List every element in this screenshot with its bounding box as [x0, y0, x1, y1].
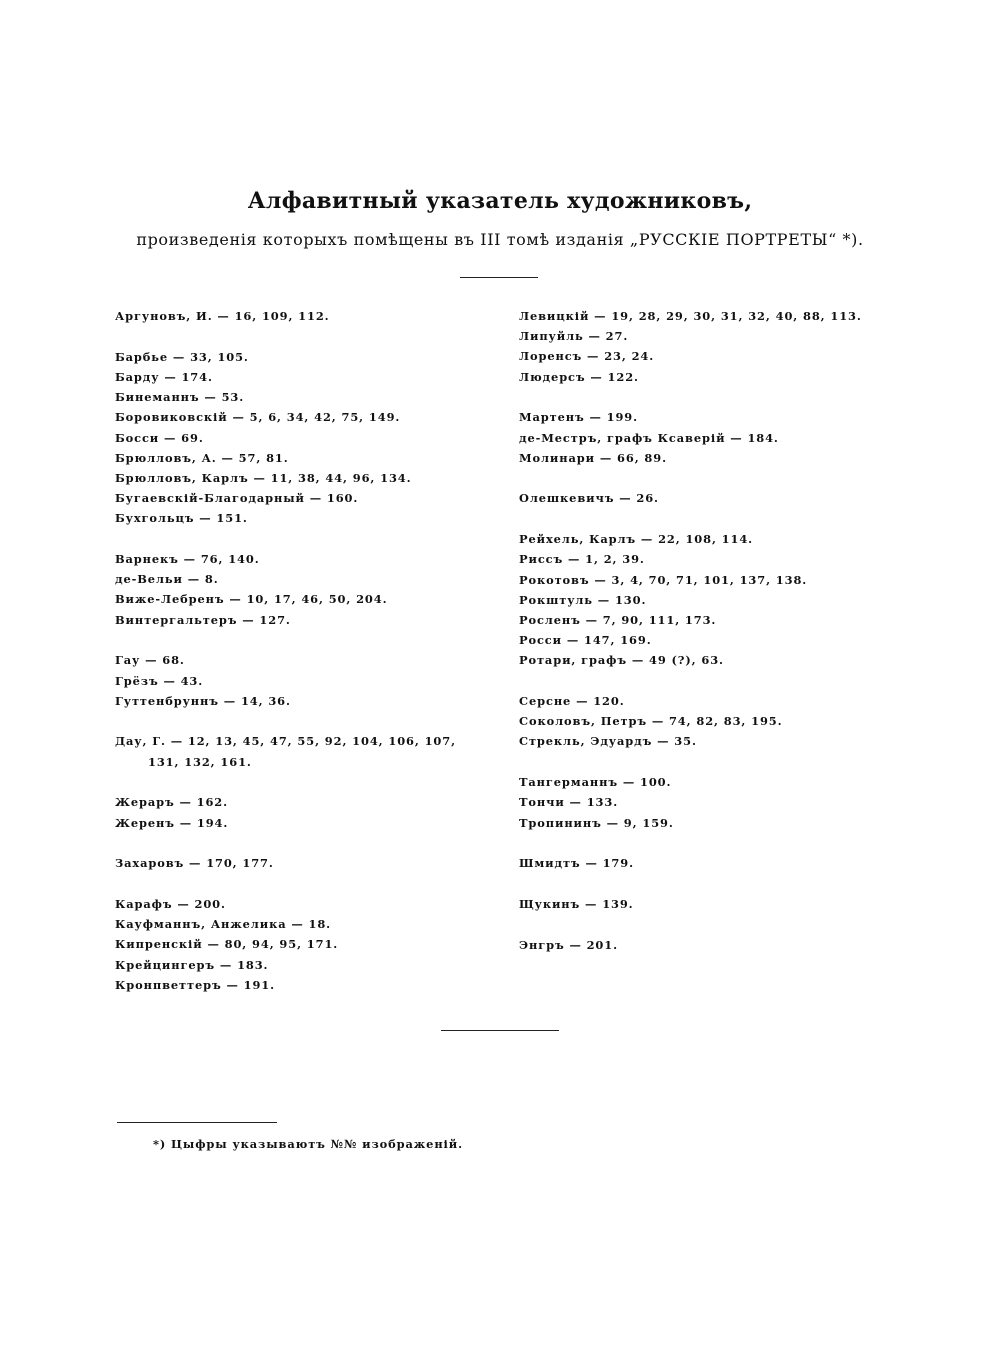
index-entry-text: Рокотовъ — 3, 4, 70, 71, 101, 137, 138.: [519, 572, 808, 587]
index-letter-group: [519, 772, 909, 833]
index-entry: [519, 731, 909, 751]
index-entry-text: Людерсъ — 122.: [519, 369, 639, 384]
index-entry: [519, 792, 909, 812]
section-end-divider: [441, 1030, 559, 1031]
index-entry: [115, 853, 495, 873]
index-entry-text: де-Местръ, графъ Ксаверій — 184.: [519, 430, 779, 445]
index-entry: [115, 934, 495, 954]
index-entry-text: Шмидтъ — 179.: [519, 856, 634, 871]
index-entry-text: Жераръ — 162.: [115, 795, 229, 810]
index-letter-group: [115, 894, 495, 995]
index-entry-text: Гау — 68.: [115, 653, 185, 668]
index-entry-text: Брюлловъ, Карлъ — 11, 38, 44, 96, 134.: [115, 470, 412, 485]
index-entry-text: Кронпветтеръ — 191.: [115, 977, 275, 992]
index-entry-text: Аргуновъ, И. — 16, 109, 112.: [115, 309, 330, 323]
index-entry: [115, 367, 495, 387]
index-letter-group: [519, 691, 909, 752]
index-entry: [519, 549, 909, 569]
index-letter-group: [115, 853, 495, 873]
index-letter-group: [115, 731, 495, 771]
index-letter-group: [519, 935, 909, 955]
index-entry: [519, 570, 909, 590]
footnote: *) Цыфры указываютъ №№ изображеній.: [153, 1137, 463, 1151]
index-entry-text: Мартенъ — 199.: [519, 410, 638, 425]
index-letter-group: [519, 894, 909, 914]
index-entry-text: Боровиковскій — 5, 6, 34, 42, 75, 149.: [115, 410, 401, 425]
index-entry: [519, 529, 909, 549]
page-title: Алфавитный указатель художниковъ,: [247, 188, 753, 214]
index-entry: [519, 488, 909, 508]
index-entry: [115, 813, 495, 833]
index-entry-text: Соколовъ, Петръ — 74, 82, 83, 195.: [519, 714, 783, 729]
index-entry: [519, 813, 909, 833]
index-letter-group: [519, 853, 909, 873]
index-entry: [115, 610, 495, 630]
index-entry: [115, 448, 495, 468]
index-entry: [115, 955, 495, 975]
index-entry: [519, 590, 909, 610]
index-entry-text: Левицкій — 19, 28, 29, 30, 31, 32, 40, 88, 113.: [519, 309, 862, 323]
index-entry: [115, 306, 495, 326]
index-letter-group: [519, 306, 909, 387]
index-entry-text: Тропининъ — 9, 159.: [519, 815, 674, 830]
index-entry: [115, 691, 495, 711]
index-entry: [115, 508, 495, 528]
index-entry: [519, 691, 909, 711]
index-entry-text: Липуйль — 27.: [519, 329, 629, 344]
index-entry-text: Олешкевичъ — 26.: [519, 491, 659, 506]
index-entry: [115, 428, 495, 448]
index-entry: [115, 731, 495, 771]
index-column-left: [115, 306, 495, 1015]
index-entry: [519, 306, 909, 326]
index-letter-group: [115, 549, 495, 630]
index-column-right: [519, 306, 909, 975]
index-entry-text: Тангерманнъ — 100.: [519, 775, 672, 790]
index-entry: [115, 387, 495, 407]
index-entry-text: Жеренъ — 194.: [115, 815, 229, 830]
index-entry: [115, 407, 495, 427]
index-entry: [115, 671, 495, 691]
index-entry-text: Барбье — 33, 105.: [115, 349, 249, 364]
index-entry-text: Винтергальтеръ — 127.: [115, 612, 291, 627]
index-entry-text: Росленъ — 7, 90, 111, 173.: [519, 612, 717, 627]
index-entry-text: Бухгольцъ — 151.: [115, 511, 248, 526]
index-entry: [115, 468, 495, 488]
index-entry: [519, 407, 909, 427]
index-entry: [115, 549, 495, 569]
index-entry-text: Бугаевскій-Благодарный — 160.: [115, 491, 359, 506]
index-entry-text: Кипренскій — 80, 94, 95, 171.: [115, 937, 339, 952]
index-entry: [519, 367, 909, 387]
index-entry-text: Барду — 174.: [115, 369, 213, 384]
index-entry-text: Босси — 69.: [115, 430, 204, 445]
index-entry: [519, 650, 909, 670]
index-entry-text: Щукинъ — 139.: [519, 896, 634, 911]
index-entry-text: Лоренсъ — 23, 24.: [519, 349, 655, 364]
index-entry-text: Серсне — 120.: [519, 694, 625, 709]
index-entry: [519, 711, 909, 731]
index-letter-group: [519, 529, 909, 670]
index-letter-group: [115, 306, 495, 326]
index-entry: [115, 569, 495, 589]
index-entry-text: Варнекъ — 76, 140.: [115, 552, 260, 567]
index-entry-text: Тончи — 133.: [519, 795, 619, 810]
index-entry-text: Энгръ — 201.: [519, 937, 618, 952]
index-entry: [519, 772, 909, 792]
index-entry-text: Молинари — 66, 89.: [519, 450, 667, 465]
index-entry: [115, 589, 495, 609]
index-entry: [519, 630, 909, 650]
index-entry-text: Росси — 147, 169.: [519, 633, 652, 648]
index-entry-continuation: 131, 132, 161.: [148, 754, 252, 769]
index-entry: [519, 853, 909, 873]
title-divider: [460, 277, 538, 278]
page-subtitle: произведенія которыхъ помѣщены въ III томѣ изданія „РУССКІЕ ПОРТРЕТЫ“ *).: [136, 230, 864, 249]
index-entry-text: Рейхель, Карлъ — 22, 108, 114.: [519, 532, 754, 547]
index-entry: [519, 346, 909, 366]
index-entry-text: Гуттенбруннъ — 14, 36.: [115, 693, 291, 708]
index-entry-text: Захаровъ — 170, 177.: [115, 856, 274, 871]
footnote-divider: [117, 1122, 277, 1123]
index-entry: [115, 792, 495, 812]
index-entry-text: Бинеманнъ — 53.: [115, 390, 245, 405]
index-letter-group: [115, 792, 495, 832]
index-entry-text: Крейцингеръ — 183.: [115, 957, 269, 972]
index-letter-group: [115, 650, 495, 711]
index-entry: [519, 935, 909, 955]
index-entry-text: Стрекль, Эдуардъ — 35.: [519, 734, 697, 749]
index-entry: [115, 488, 495, 508]
index-entry-text: Дау, Г. — 12, 13, 45, 47, 55, 92, 104, 106, 107,: [115, 734, 456, 749]
index-entry: [519, 428, 909, 448]
index-letter-group: [519, 407, 909, 468]
index-entry: [519, 448, 909, 468]
index-entry: [115, 894, 495, 914]
index-entry-text: Карафъ — 200.: [115, 896, 226, 911]
index-letter-group: [519, 488, 909, 508]
index-entry: [519, 326, 909, 346]
index-entry-text: Брюлловъ, А. — 57, 81.: [115, 450, 289, 465]
index-entry-text: Виже-Лебренъ — 10, 17, 46, 50, 204.: [115, 592, 388, 607]
index-entry-text: Грёзъ — 43.: [115, 673, 204, 688]
index-entry: [115, 914, 495, 934]
index-entry: [519, 894, 909, 914]
index-entry: [115, 650, 495, 670]
index-entry-text: Рокштуль — 130.: [519, 592, 647, 607]
index-entry-text: де-Вельи — 8.: [115, 572, 219, 587]
index-entry-text: Ротари, графъ — 49 (?), 63.: [519, 653, 724, 668]
index-entry: [115, 347, 495, 367]
index-letter-group: [115, 347, 495, 529]
index-entry-text: Риссъ — 1, 2, 39.: [519, 552, 645, 567]
index-entry-text: Кауфманнъ, Анжелика — 18.: [115, 917, 332, 932]
index-entry: [115, 975, 495, 995]
index-entry: [519, 610, 909, 630]
